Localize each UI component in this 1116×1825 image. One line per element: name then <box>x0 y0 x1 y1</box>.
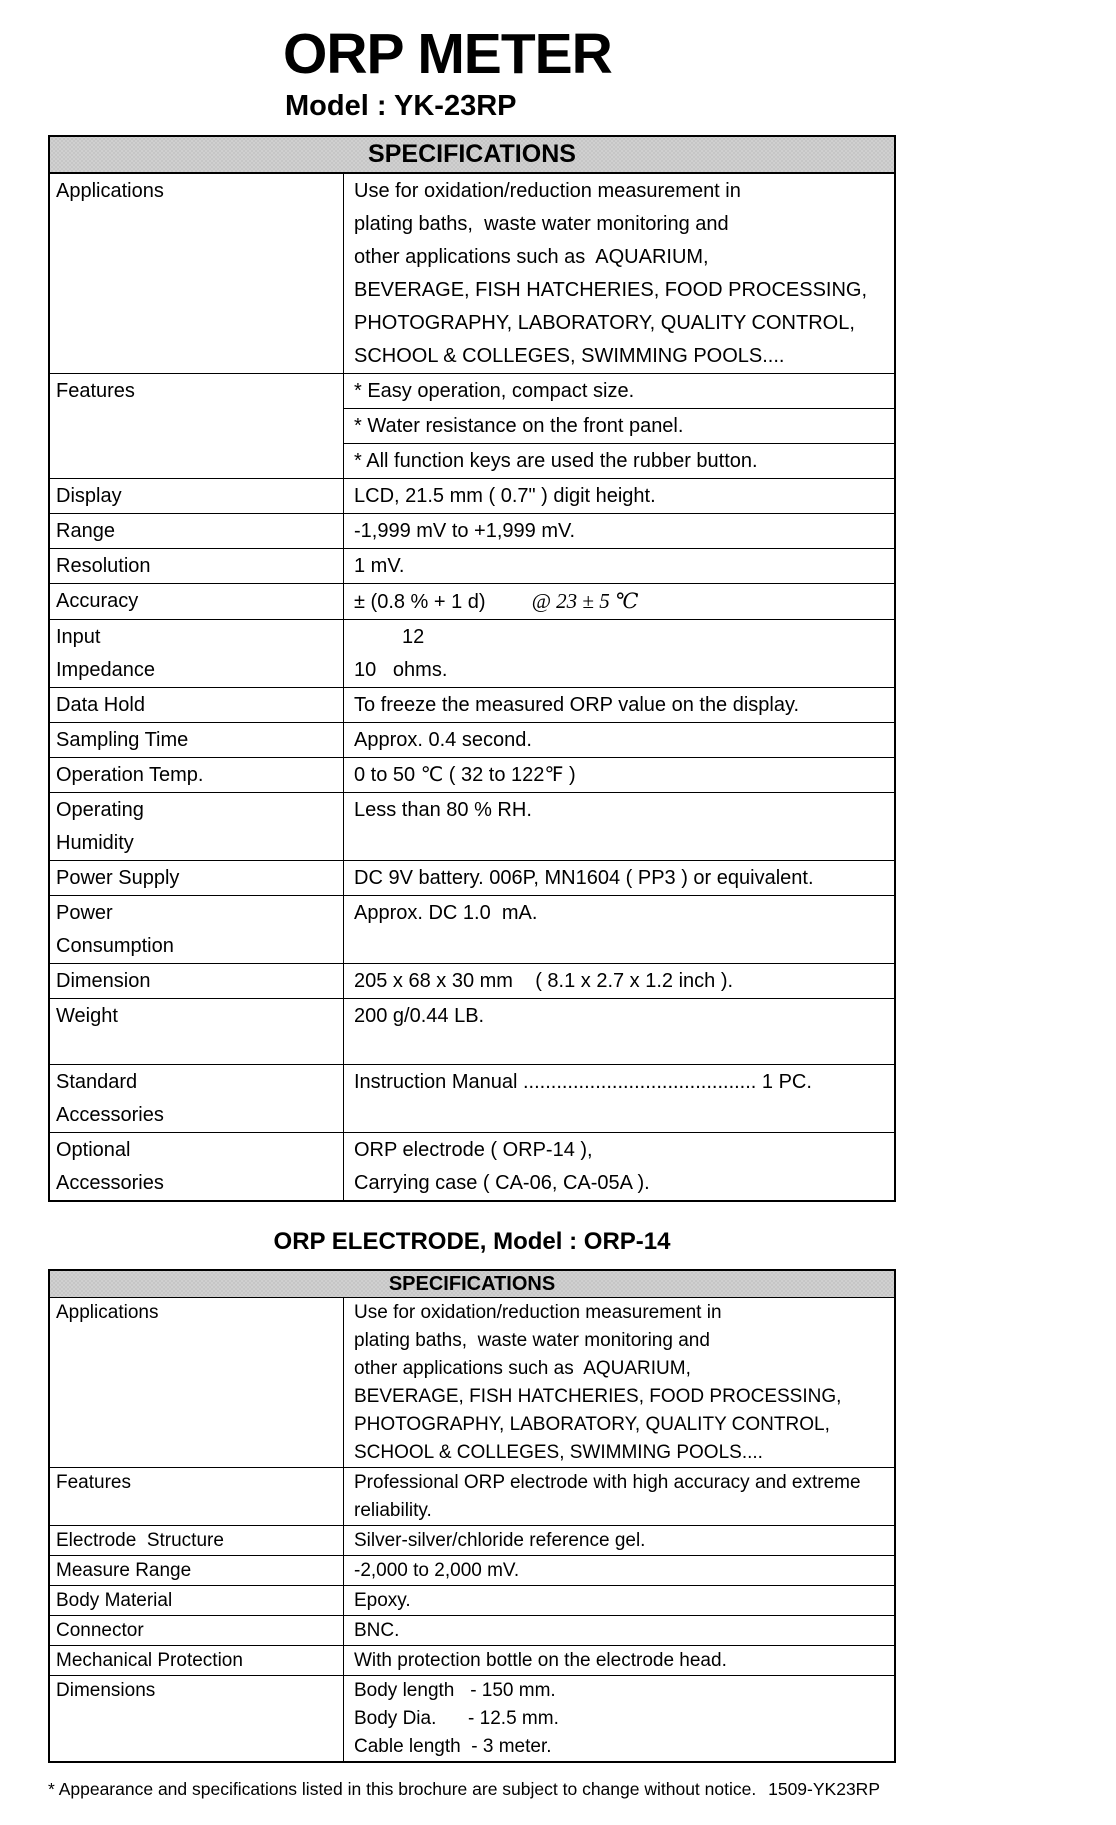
value-line: SCHOOL & COLLEGES, SWIMMING POOLS.... <box>354 345 785 367</box>
specifications-header: SPECIFICATIONS <box>50 1271 894 1298</box>
spec-row-applications <box>50 1298 894 1468</box>
value-line: DC 9V battery. 006P, MN1604 ( PP3 ) or equivalent. <box>354 867 814 889</box>
value-line: plating baths, waste water monitoring and <box>354 1330 710 1351</box>
label-line: Standard <box>56 1071 138 1093</box>
row-value <box>344 758 894 792</box>
spec-row-body-material <box>50 1586 894 1616</box>
row-label <box>50 1616 344 1645</box>
value-line: other applications such as AQUARIUM, <box>354 1358 691 1379</box>
feature-item: * All function keys are used the rubber button. <box>354 450 758 472</box>
label-line: Sampling Time <box>56 729 189 751</box>
label-line: Accessories <box>56 1104 164 1126</box>
row-label <box>50 620 344 687</box>
label-line: Display <box>56 485 122 507</box>
label-line: Input <box>56 626 101 648</box>
value-line: Use for oxidation/reduction measurement in <box>354 180 741 202</box>
row-label <box>50 861 344 895</box>
spec-row-features <box>50 374 894 479</box>
label-line: Range <box>56 520 115 542</box>
label-line: Applications <box>56 180 164 202</box>
title-block <box>0 0 1116 122</box>
row-label <box>50 1133 344 1200</box>
row-label <box>50 688 344 722</box>
row-value <box>344 723 894 757</box>
spec-row-mechanical-protection <box>50 1646 894 1676</box>
value-italic-note: @ 23 ± 5 ℃ <box>531 589 639 613</box>
spec-row-connector <box>50 1616 894 1646</box>
page-subtitle: Model : YK-23RP <box>285 90 517 122</box>
row-label <box>50 1065 344 1132</box>
spec-row-display <box>50 479 894 514</box>
value-line: Instruction Manual .......................................... 1 PC. <box>354 1071 812 1093</box>
value-line: LCD, 21.5 mm ( 0.7" ) digit height. <box>354 485 656 507</box>
row-value <box>344 1526 894 1555</box>
label-line: Accuracy <box>56 590 139 612</box>
value-line <box>354 585 888 619</box>
spec-row-power-consumption <box>50 896 894 964</box>
row-value <box>344 374 894 478</box>
row-value <box>344 174 894 373</box>
row-label <box>50 549 344 583</box>
value-line: Carrying case ( CA-06, CA-05A ). <box>354 1172 650 1194</box>
spec-row-features <box>50 1468 894 1526</box>
value-line: ORP electrode ( ORP-14 ), <box>354 1139 593 1161</box>
value-line: SCHOOL & COLLEGES, SWIMMING POOLS.... <box>354 1442 763 1463</box>
section-title: ORP ELECTRODE, Model : ORP-14 <box>273 1228 671 1255</box>
label-line: Consumption <box>56 935 174 957</box>
footer-note: * Appearance and specifications listed in this brochure are subject to change without notice. <box>48 1779 757 1799</box>
row-value <box>344 479 894 513</box>
footer-code: 1509-YK23RP <box>768 1779 880 1799</box>
value-line: BNC. <box>354 1620 400 1641</box>
label-line: Humidity <box>56 832 134 854</box>
row-value <box>344 1556 894 1585</box>
orp-meter-specifications-table <box>48 135 896 1202</box>
label-line: Electrode Structure <box>56 1530 224 1551</box>
label-line: Data Hold <box>56 694 145 716</box>
value-line: With protection bottle on the electrode head. <box>354 1650 727 1671</box>
value-line: 1 mV. <box>354 555 405 577</box>
spec-row-operating-humidity <box>50 793 894 861</box>
spec-row-input-impedance <box>50 620 894 688</box>
row-label <box>50 514 344 548</box>
value-line: Epoxy. <box>354 1590 411 1611</box>
spec-row-standard-accessories <box>50 1065 894 1133</box>
value-line: Body Dia. - 12.5 mm. <box>354 1708 559 1729</box>
row-label <box>50 1556 344 1585</box>
row-label <box>50 793 344 860</box>
exponent-value: 12 <box>402 626 425 648</box>
row-value <box>344 1676 894 1761</box>
row-value <box>344 896 894 963</box>
row-value <box>344 1065 894 1132</box>
footer <box>48 1778 896 1800</box>
value-line: 10 ohms. <box>354 659 448 681</box>
label-line: Power Supply <box>56 867 180 889</box>
value-line: 0 to 50 ℃ ( 32 to 122℉ ) <box>354 764 576 786</box>
value-line: other applications such as AQUARIUM, <box>354 246 709 268</box>
row-label <box>50 896 344 963</box>
row-value <box>344 793 894 860</box>
value-line: Approx. 0.4 second. <box>354 729 532 751</box>
row-label <box>50 964 344 998</box>
row-value <box>344 620 894 687</box>
spec-row-operation-temp <box>50 758 894 793</box>
value-line: -1,999 mV to +1,999 mV. <box>354 520 576 542</box>
spec-row-resolution <box>50 549 894 584</box>
value-line: Professional ORP electrode with high accuracy and extreme <box>354 1472 861 1493</box>
feature-item: * Water resistance on the front panel. <box>344 409 894 444</box>
row-label <box>50 1298 344 1467</box>
label-line: Body Material <box>56 1590 173 1611</box>
label-line: Features <box>56 380 135 402</box>
row-label <box>50 723 344 757</box>
spec-row-dimension <box>50 964 894 999</box>
value-line: To freeze the measured ORP value on the display. <box>354 694 800 716</box>
value-line: -2,000 to 2,000 mV. <box>354 1560 520 1581</box>
label-line: Mechanical Protection <box>56 1650 243 1671</box>
spec-row-measure-range <box>50 1556 894 1586</box>
row-label <box>50 479 344 513</box>
spec-row-range <box>50 514 894 549</box>
value-line: 200 g/0.44 LB. <box>354 1005 485 1027</box>
spec-row-data-hold <box>50 688 894 723</box>
spec-row-optional-accessories <box>50 1133 894 1200</box>
spec-row-electrode-structure <box>50 1526 894 1556</box>
value-line: plating baths, waste water monitoring and <box>354 213 729 235</box>
value-line: Use for oxidation/reduction measurement in <box>354 1302 722 1323</box>
feature-item: * Easy operation, compact size. <box>344 374 894 409</box>
spec-row-accuracy <box>50 584 894 620</box>
row-label <box>50 1646 344 1675</box>
value-line: Less than 80 % RH. <box>354 799 532 821</box>
label-line: Dimension <box>56 970 151 992</box>
label-line: Optional <box>56 1139 131 1161</box>
row-value <box>344 861 894 895</box>
row-value <box>344 1586 894 1615</box>
row-value <box>344 514 894 548</box>
value-line: Cable length - 3 meter. <box>354 1736 552 1757</box>
row-value <box>344 688 894 722</box>
label-line: Resolution <box>56 555 151 577</box>
value-line: BEVERAGE, FISH HATCHERIES, FOOD PROCESSING, <box>354 279 868 301</box>
row-value <box>344 999 894 1064</box>
label-line: Dimensions <box>56 1680 156 1701</box>
specifications-header: SPECIFICATIONS <box>50 137 894 174</box>
spec-row-sampling-time <box>50 723 894 758</box>
row-value <box>344 964 894 998</box>
spec-row-power-supply <box>50 861 894 896</box>
label-line: Applications <box>56 1302 159 1323</box>
row-label <box>50 758 344 792</box>
label-line: Impedance <box>56 659 155 681</box>
value-line: reliability. <box>354 1500 432 1521</box>
label-line: Operating <box>56 799 144 821</box>
row-value <box>344 1133 894 1200</box>
row-value <box>344 549 894 583</box>
page-title: ORP METER <box>283 22 612 86</box>
label-line: Features <box>56 1472 131 1493</box>
row-label <box>50 1676 344 1761</box>
row-value <box>344 1298 894 1467</box>
row-value <box>344 1646 894 1675</box>
row-label <box>50 1468 344 1525</box>
row-label <box>50 374 344 478</box>
row-label <box>50 999 344 1064</box>
label-line: Power <box>56 902 113 924</box>
label-line: Connector <box>56 1620 144 1641</box>
spec-row-dimensions <box>50 1676 894 1761</box>
spec-row-weight <box>50 999 894 1065</box>
row-value <box>344 1616 894 1645</box>
row-value <box>344 584 894 619</box>
row-label <box>50 1526 344 1555</box>
value-line: PHOTOGRAPHY, LABORATORY, QUALITY CONTROL, <box>354 1414 830 1435</box>
row-label <box>50 174 344 373</box>
spec-tables-container <box>0 135 1116 1763</box>
value-line: Approx. DC 1.0 mA. <box>354 902 538 924</box>
label-line: Weight <box>56 1005 118 1027</box>
value-line: BEVERAGE, FISH HATCHERIES, FOOD PROCESSING, <box>354 1386 842 1407</box>
row-value <box>344 1468 894 1525</box>
value-line: Body length - 150 mm. <box>354 1680 556 1701</box>
spec-row-applications <box>50 174 894 374</box>
row-label <box>50 1586 344 1615</box>
value-line: Silver-silver/chloride reference gel. <box>354 1530 646 1551</box>
label-line: Measure Range <box>56 1560 192 1581</box>
value-text: ± (0.8 % + 1 d) <box>354 591 486 613</box>
label-line: Operation Temp. <box>56 764 204 786</box>
row-label <box>50 584 344 619</box>
value-line: PHOTOGRAPHY, LABORATORY, QUALITY CONTROL, <box>354 312 855 334</box>
value-line: 205 x 68 x 30 mm ( 8.1 x 2.7 x 1.2 inch ). <box>354 970 734 992</box>
label-line: Accessories <box>56 1172 164 1194</box>
orp-electrode-specifications-table <box>48 1269 896 1763</box>
